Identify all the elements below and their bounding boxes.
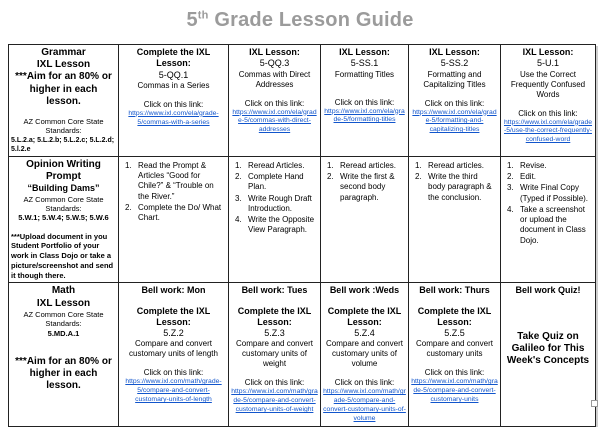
step-list: [503, 161, 593, 246]
step-list: [121, 161, 226, 223]
writing-steps-cell-3: [321, 156, 409, 283]
click-link-label: Click on this link:: [518, 108, 578, 118]
list-item: Revise.: [520, 160, 547, 170]
title-number: 5: [186, 9, 198, 31]
math-lesson-cell-4: [409, 283, 501, 426]
bellwork-label: Bell work: Thurs: [419, 285, 490, 296]
standards-label: AZ Common Core State Standards:: [23, 116, 104, 136]
lesson-code: 5.Z.3: [264, 328, 285, 339]
list-item: Take a screenshot or upload the document in Class Dojo.: [520, 204, 586, 245]
resize-handle[interactable]: [591, 400, 598, 407]
click-link-label: Click on this link:: [334, 378, 395, 388]
ixl-link[interactable]: https://www.ixl.com/ela/grade-5/use-the-correct-frequently-confused-word: [503, 118, 593, 144]
math-quiz-cell: [501, 283, 596, 426]
click-link-label: Click on this link:: [244, 98, 305, 108]
lesson-name: Commas in a Series: [137, 80, 210, 90]
lesson-code: 5-SS.1: [350, 58, 379, 69]
ixl-link[interactable]: https://www.ixl.com/ela/grade-5/commas-with-direct-addresses: [232, 108, 317, 134]
list-item: Reread Articles.: [248, 160, 305, 170]
lesson-type-label: IXL Lesson: [36, 59, 91, 71]
writing-overview-cell: [9, 156, 119, 283]
ixl-link[interactable]: https://www.ixl.com/ela/grade-5/formatting-titles: [324, 107, 405, 124]
step-list: [231, 161, 318, 236]
lesson-name: Compare and convert customary units of volume: [326, 339, 403, 369]
lesson-name: Use the Correct Frequently Confused Words: [510, 69, 586, 99]
lesson-header: IXL Lesson:: [339, 47, 390, 57]
lesson-name: Compare and convert customary units of length: [129, 339, 218, 359]
standards-label: AZ Common Core State Standards:: [23, 194, 104, 213]
writing-steps-cell-1: [119, 156, 229, 283]
writing-steps-cell-2: [229, 156, 321, 283]
bellwork-label: Bell work: Mon: [141, 285, 206, 296]
list-item: Write the third body paragraph & the conclusion.: [428, 172, 492, 202]
bellwork-label: Bell work: Tues: [241, 285, 308, 296]
grammar-lesson-cell-3: [321, 45, 409, 157]
writing-steps-cell-4: [409, 156, 501, 283]
standards-codes: 5.MD.A.1: [47, 328, 80, 338]
ixl-link[interactable]: https://www.ixl.com/math/grade-5/compare-and-convert-customary-units-of-length: [125, 378, 222, 404]
subject-label: Opinion Writing Prompt: [26, 158, 101, 183]
list-item: Write the Opposite View Paragraph.: [248, 215, 315, 235]
lesson-code: 5-U.1: [536, 58, 559, 69]
lesson-name: Compare and convert customary units of weight: [236, 339, 313, 369]
grammar-overview-cell: [9, 45, 119, 157]
lesson-guide-table: [8, 44, 596, 427]
math-row: [9, 283, 596, 426]
click-link-label: Click on this link:: [143, 368, 204, 378]
step-list: [323, 161, 406, 203]
subject-label: Grammar: [41, 47, 86, 58]
list-item: Read the Prompt & Articles “Good for Chile?” & “Trouble on the River.”: [138, 160, 214, 201]
standards-label: AZ Common Core State Standards:: [23, 309, 104, 329]
title-ordinal: th: [197, 9, 209, 22]
prompt-title: “Building Dams”: [27, 183, 100, 194]
lesson-header: Complete the IXL Lesson:: [136, 305, 211, 327]
math-overview-cell: [9, 283, 119, 426]
lesson-code: 5-QQ.1: [158, 69, 189, 80]
lesson-header: Complete the IXL Lesson:: [237, 305, 312, 327]
writing-steps-cell-5: [501, 156, 596, 283]
lesson-code: 5.Z.4: [354, 328, 375, 339]
ixl-link[interactable]: https://www.ixl.com/math/grade-5/compare-and-convert-customary-units-of-volume: [323, 388, 406, 422]
math-lesson-cell-1: [119, 283, 229, 426]
list-item: Complete the Do/ What Chart.: [138, 202, 222, 223]
click-link-label: Click on this link:: [334, 97, 395, 107]
upload-note: ***Upload document in you Student Portfolio of your work in Class Dojo or take a picture/screenshot and send it though there.: [11, 231, 114, 280]
ixl-link[interactable]: https://www.ixl.com/math/grade-5/compare-and-convert-customary-units-of-weight: [231, 388, 318, 414]
math-lesson-cell-2: [229, 283, 321, 426]
click-link-label: Click on this link:: [143, 99, 204, 109]
list-item: Write the first & second body paragraph.: [340, 172, 395, 202]
list-item: Complete Hand Plan.: [248, 172, 304, 192]
bellwork-label: Bell work :Weds: [329, 285, 400, 296]
bellwork-label: Bell work Quiz!: [515, 285, 581, 296]
lesson-name: Formatting Titles: [334, 69, 395, 79]
subject-label: Math: [51, 285, 76, 297]
ixl-link[interactable]: https://www.ixl.com/math/grade-5/compare-and-convert-customary-units: [411, 378, 498, 404]
standards-codes: 5.W.1; 5.W.4; 5.W.5; 5.W.6: [18, 213, 109, 223]
ixl-link[interactable]: https://www.ixl.com/ela/grade-5/commas-with-a-series: [128, 109, 219, 126]
lesson-header: Complete the IXL Lesson:: [327, 305, 402, 327]
lesson-code: 5-QQ.3: [259, 58, 290, 69]
lesson-header: Complete the IXL Lesson:: [417, 305, 492, 327]
lesson-type-label: IXL Lesson: [36, 297, 91, 309]
grammar-lesson-cell-5: [501, 45, 596, 157]
page-title: [0, 0, 600, 32]
grammar-lesson-cell-4: [409, 45, 501, 157]
grammar-row: [9, 45, 596, 157]
lesson-header: IXL Lesson:: [429, 47, 480, 57]
lesson-code: 5.Z.5: [444, 328, 465, 339]
lesson-code: 5.Z.2: [163, 328, 184, 339]
click-link-label: Click on this link:: [244, 378, 305, 388]
list-item: Write Final Copy (Typed if Possible).: [520, 183, 589, 203]
list-item: Reread articles.: [340, 160, 397, 170]
lesson-header: Complete the IXL Lesson:: [136, 47, 211, 69]
standards-codes: 5.L.2.a; 5.L.2.b; 5.L.2.c; 5.L.2.d; 5.l.2.e: [11, 136, 115, 153]
aim-note: ***Aim for an 80% or higher in each lesson.: [15, 355, 112, 392]
lesson-header: IXL Lesson:: [522, 47, 574, 57]
aim-note: ***Aim for an 80% or higher in each lesson.: [15, 71, 112, 107]
click-link-label: Click on this link:: [424, 368, 485, 378]
list-item: Write Rough Draft Introduction.: [248, 193, 312, 213]
lesson-name: Formatting and Capitalizing Titles: [423, 69, 486, 89]
writing-row: [9, 156, 596, 283]
list-item: Edit.: [520, 172, 537, 182]
math-lesson-cell-3: [321, 283, 409, 426]
list-item: Reread articles.: [428, 160, 485, 170]
quiz-note: Take Quiz on Galileo for This Week's Concepts: [506, 330, 590, 366]
grammar-lesson-cell-2: [229, 45, 321, 157]
click-link-label: Click on this link:: [424, 98, 485, 108]
lesson-name: Commas with Direct Addresses: [238, 69, 311, 89]
lesson-header: IXL Lesson:: [249, 47, 300, 57]
title-text: Grade Lesson Guide: [208, 9, 414, 31]
step-list: [411, 161, 498, 203]
grammar-lesson-cell-1: [119, 45, 229, 157]
ixl-link[interactable]: https://www.ixl.com/ela/grade-5/formatting-and-capitalizing-titles: [412, 108, 497, 134]
lesson-code: 5-SS.2: [440, 58, 469, 69]
lesson-name: Compare and convert customary units: [416, 339, 493, 359]
